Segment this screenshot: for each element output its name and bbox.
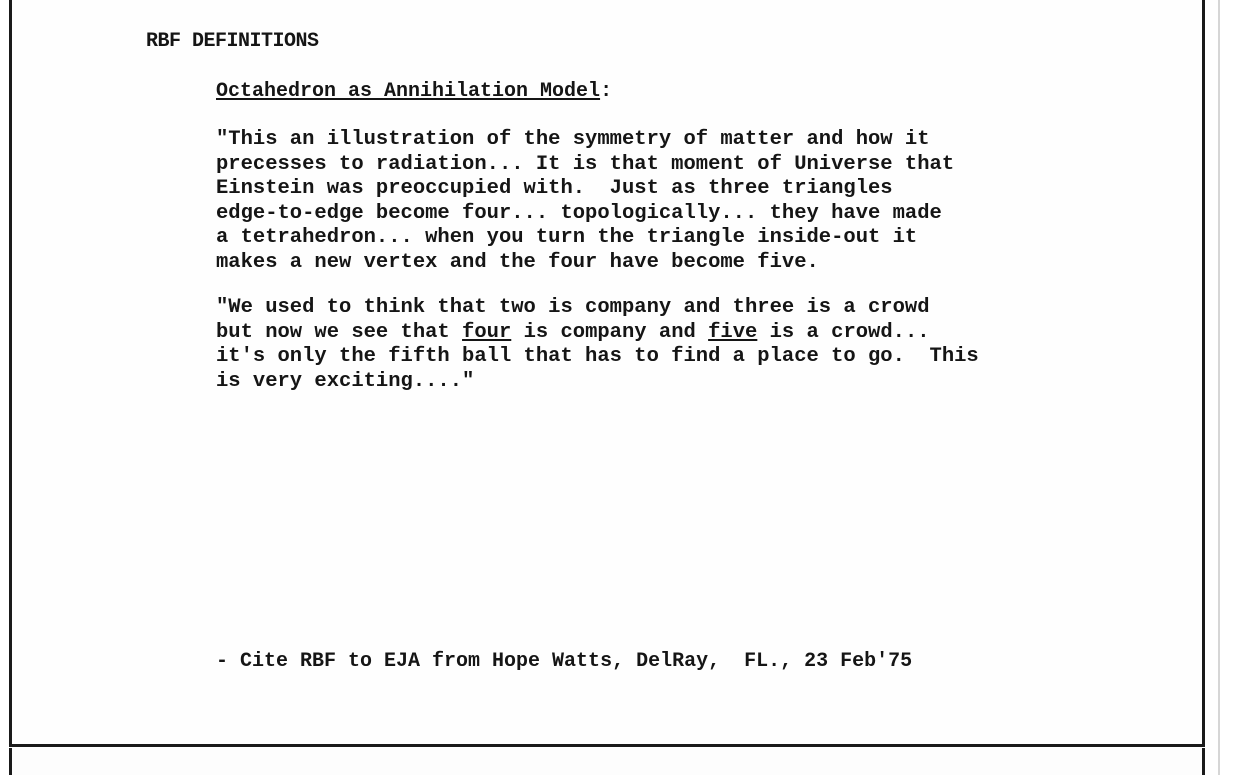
quote-line: edge-to-edge become four... topologically... they have made [216, 201, 942, 225]
entry-title-colon: : [600, 80, 613, 103]
quote-line: Einstein was preoccupied with. Just as three triangles [216, 177, 893, 200]
quote-line [216, 321, 979, 346]
entry-title-text: Octahedron as Annihilation Model [216, 80, 601, 103]
quote-paragraph-1 [216, 128, 954, 275]
page-edge [1218, 0, 1220, 775]
citation: - Cite RBF to EJA from Hope Watts, DelRay, FL., 23 Feb'75 [216, 650, 913, 673]
quote-line: is very exciting...." [216, 369, 475, 393]
quote-text: but now we see that [216, 320, 463, 344]
quote-line: "We used to think that two is company and three is a crowd [216, 296, 930, 319]
quote-line: "This an illustration of the symmetry of matter and how it [216, 128, 930, 151]
emphasis-four: four [462, 320, 512, 344]
quote-line: a tetrahedron... when you turn the triangle inside-out it [216, 226, 918, 249]
quote-paragraph-2 [216, 296, 979, 394]
quote-line: makes a new vertex and the four have become five. [216, 250, 819, 274]
emphasis-five: five [708, 320, 758, 344]
quote-line: precesses to radiation... It is that moment of Universe that [216, 152, 955, 176]
next-card-edge [9, 748, 1205, 775]
entry-title [216, 80, 612, 103]
card-heading: RBF DEFINITIONS [146, 30, 319, 53]
quote-line: it's only the fifth ball that has to find a place to go. This [216, 345, 979, 368]
quote-text: is company and [511, 320, 709, 344]
quote-text: is a crowd... [757, 320, 930, 344]
